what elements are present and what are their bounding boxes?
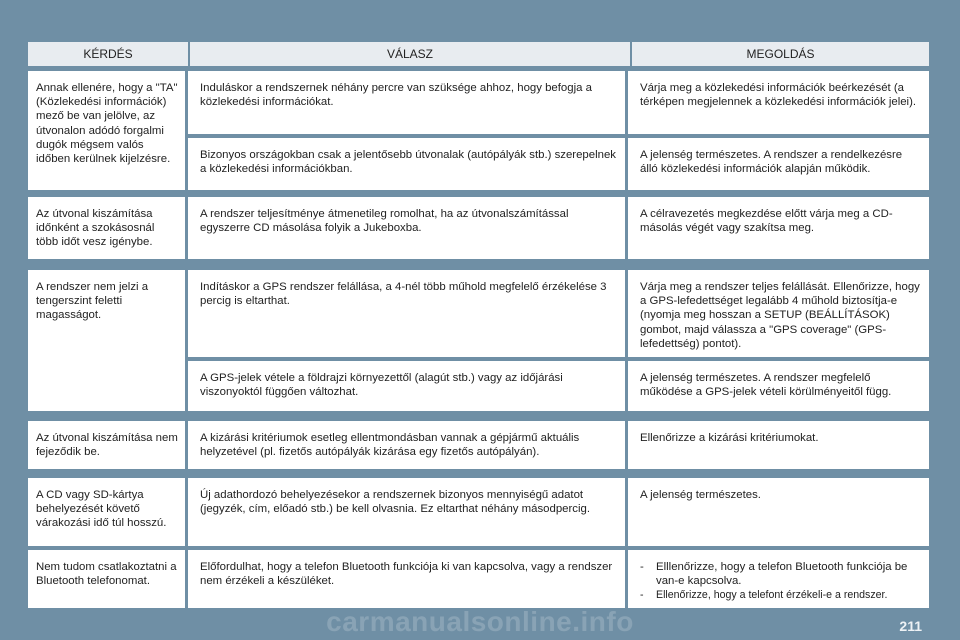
table-row bbox=[188, 71, 929, 134]
table-group-altitude bbox=[28, 270, 929, 411]
header-answer: VÁLASZ bbox=[188, 42, 632, 66]
list-item: - Ellenőrizze, hogy a telefont érzékeli-e a rendszer. bbox=[640, 588, 921, 602]
table-group-media-wait bbox=[28, 478, 929, 546]
solution-cell bbox=[628, 550, 929, 609]
question-cell: Annak ellenére, hogy a "TA" (Közlekedési információk) mező be van jelölve, az útvonalon adódó forgalmi dugók mégsem valós időben kerülnek kijelzésre. bbox=[28, 71, 188, 190]
solution-cell: A jelenség természetes. bbox=[640, 489, 761, 501]
answer-cell: Indításkor a GPS rendszer felállása, a 4-nél több műhold megfelelő érzékelése 3 percig is eltarthat. bbox=[188, 270, 628, 357]
table-row bbox=[188, 421, 929, 469]
table-header bbox=[28, 42, 929, 66]
question-cell: A CD vagy SD-kártya behelyezését követő várakozási idő túl hosszú. bbox=[28, 478, 188, 546]
solution-cell: Várja meg a rendszer teljes felállását. Ellenőrizze, hogy a GPS-lefedettséget legalább 4 műhold biztosítja-e (nyomja meg hosszan a SETUP (BEÁLLÍTÁSOK) gombot, majd válassza a "GPS coverage" (GPS-lefedettség) pontot). bbox=[640, 281, 920, 350]
solution-cell: Várja meg a közlekedési információk beérkezését (a térképen megjelennek a közlekedési információk jelei). bbox=[640, 82, 917, 109]
solution-cell: A célravezetés megkezdése előtt várja meg a CD-másolás végét vagy szakítsa meg. bbox=[640, 208, 893, 235]
table-group-bluetooth bbox=[28, 550, 929, 608]
table-group-route-not-finished bbox=[28, 421, 929, 469]
header-question: KÉRDÉS bbox=[83, 47, 133, 61]
watermark: carmanualsonline.info bbox=[326, 606, 634, 637]
table-group-traffic-info bbox=[28, 71, 929, 190]
answer-cell: Induláskor a rendszernek néhány percre van szüksége ahhoz, hogy befogja a közlekedési információkat. bbox=[188, 71, 628, 134]
table-row bbox=[188, 197, 929, 259]
page-number: 211 bbox=[899, 618, 922, 634]
solution-cell: Ellenőrizze a kizárási kritériumokat. bbox=[640, 432, 819, 444]
list-item: - Elllenőrizze, hogy a telefon Bluetooth funkciója be van-e kapcsolva. bbox=[640, 560, 921, 588]
answer-cell: A kizárási kritériumok esetleg ellentmondásban vannak a gépjármű aktuális helyzetével (pl. fizetős autópályák kizárása egy fizetős autópályán). bbox=[188, 421, 628, 469]
solution-cell: A jelenség természetes. A rendszer a rendelkezésre álló közlekedési információk alapján működik. bbox=[640, 149, 903, 176]
answer-cell: A rendszer teljesítménye átmenetileg romolhat, ha az útvonalszámítással egyszerre CD másolása folyik a Jukeboxba. bbox=[188, 197, 628, 259]
table-row bbox=[188, 357, 929, 411]
table-row bbox=[188, 270, 929, 357]
answer-cell: Bizonyos országokban csak a jelentősebb útvonalak (autópályák stb.) szerepelnek a közlekedési információkban. bbox=[188, 138, 628, 190]
header-solution: MEGOLDÁS bbox=[746, 47, 815, 61]
solution-cell: A jelenség természetes. A rendszer megfelelő működése a GPS-jelek vételi körülményeitől függ. bbox=[640, 372, 892, 399]
question-cell: Nem tudom csatlakoztatni a Bluetooth telefonomat. bbox=[28, 550, 188, 608]
table-group-route-calc-slow bbox=[28, 197, 929, 259]
question-cell: Az útvonal kiszámítása nem fejeződik be. bbox=[28, 421, 188, 469]
question-cell: Az útvonal kiszámítása időnként a szokásosnál több időt vesz igénybe. bbox=[28, 197, 188, 259]
question-cell: A rendszer nem jelzi a tengerszint feletti magasságot. bbox=[28, 270, 188, 411]
table-row bbox=[188, 550, 929, 609]
answer-cell: Új adathordozó behelyezésekor a rendszernek bizonyos mennyiségű adatot (jegyzék, cím, előadó stb.) be kell olvasnia. Ez eltarthat néhány másodpercig. bbox=[188, 478, 628, 546]
table-row bbox=[188, 478, 929, 546]
table-row bbox=[188, 134, 929, 190]
answer-cell: A GPS-jelek vétele a földrajzi környezettől (alagút stb.) vagy az időjárási viszonyoktól függően változhat. bbox=[188, 361, 628, 411]
solution-list bbox=[640, 560, 921, 603]
answer-cell: Előfordulhat, hogy a telefon Bluetooth funkciója ki van kapcsolva, vagy a rendszer nem érzékeli a készüléket. bbox=[188, 550, 628, 609]
